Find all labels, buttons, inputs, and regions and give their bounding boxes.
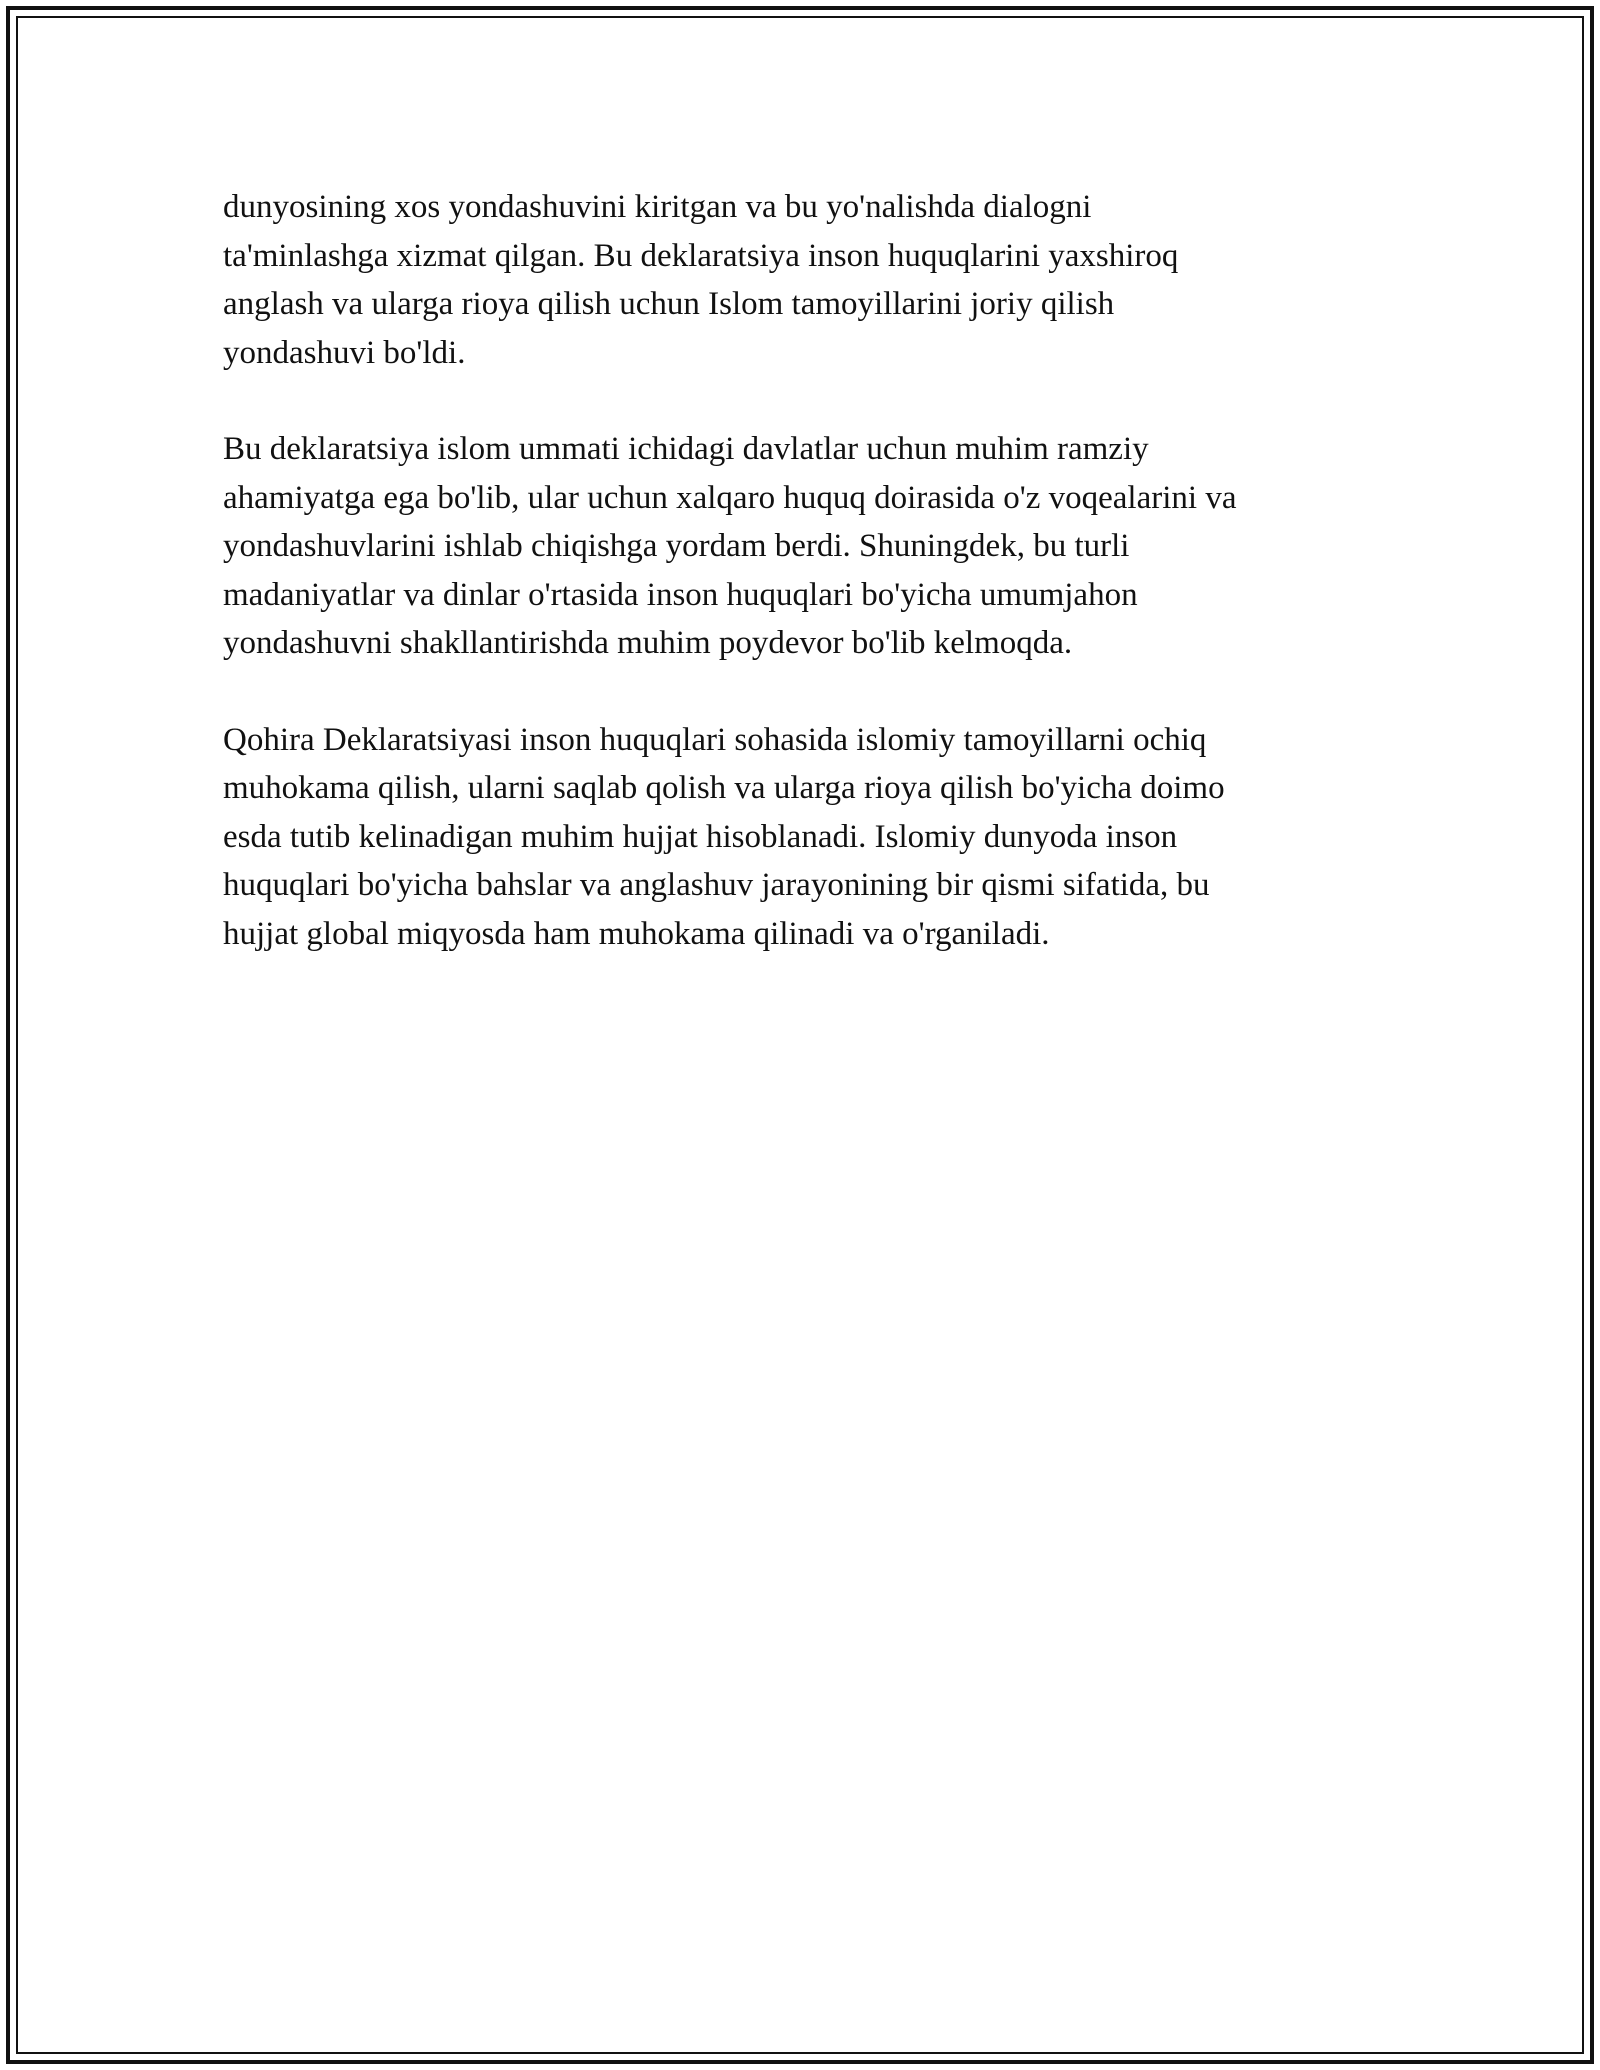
paragraph-2: Bu deklaratsiya islom ummati ichidagi davlatlar uchun muhim ramziy ahamiyatga ega bo'lib, ular uchun xalqaro huquq doirasida o'z voqealarini va yondashuvlarini ishlab chiqishga yordam berdi. Shuningdek, bu turli madaniyatlar va dinlar o'rtasida inson huquqlari bo'yicha umumjahon yondashuvni shakllantirishda muhim poydevor bo'lib kelmoqda. [223,431,1237,661]
page-body [223,183,1373,1006]
paragraph-3: Qohira Deklaratsiyasi inson huquqlari sohasida islomiy tamoyillarni ochiq muhokama qilish, ularni saqlab qolish va ularga rioya qilish bo'yicha doimo esda tutib kelinadigan muhim hujjat hisoblanadi. Islomiy dunyoda inson huquqlari bo'yicha bahslar va anglashuv jarayonining bir qismi sifatida, bu hujjat global miqyosda ham muhokama qilinadi va o'rganiladi. [223,721,1225,952]
paragraph-1: dunyosining xos yondashuvini kiritgan va bu yo'nalishda dialogni ta'minlashga xizmat qilgan. Bu deklaratsiya inson huquqlarini yaxshiroq anglash va ularga rioya qilish uchun Islom tamoyillarini joriy qilish yondashuvi bo'ldi. [223,189,1179,371]
